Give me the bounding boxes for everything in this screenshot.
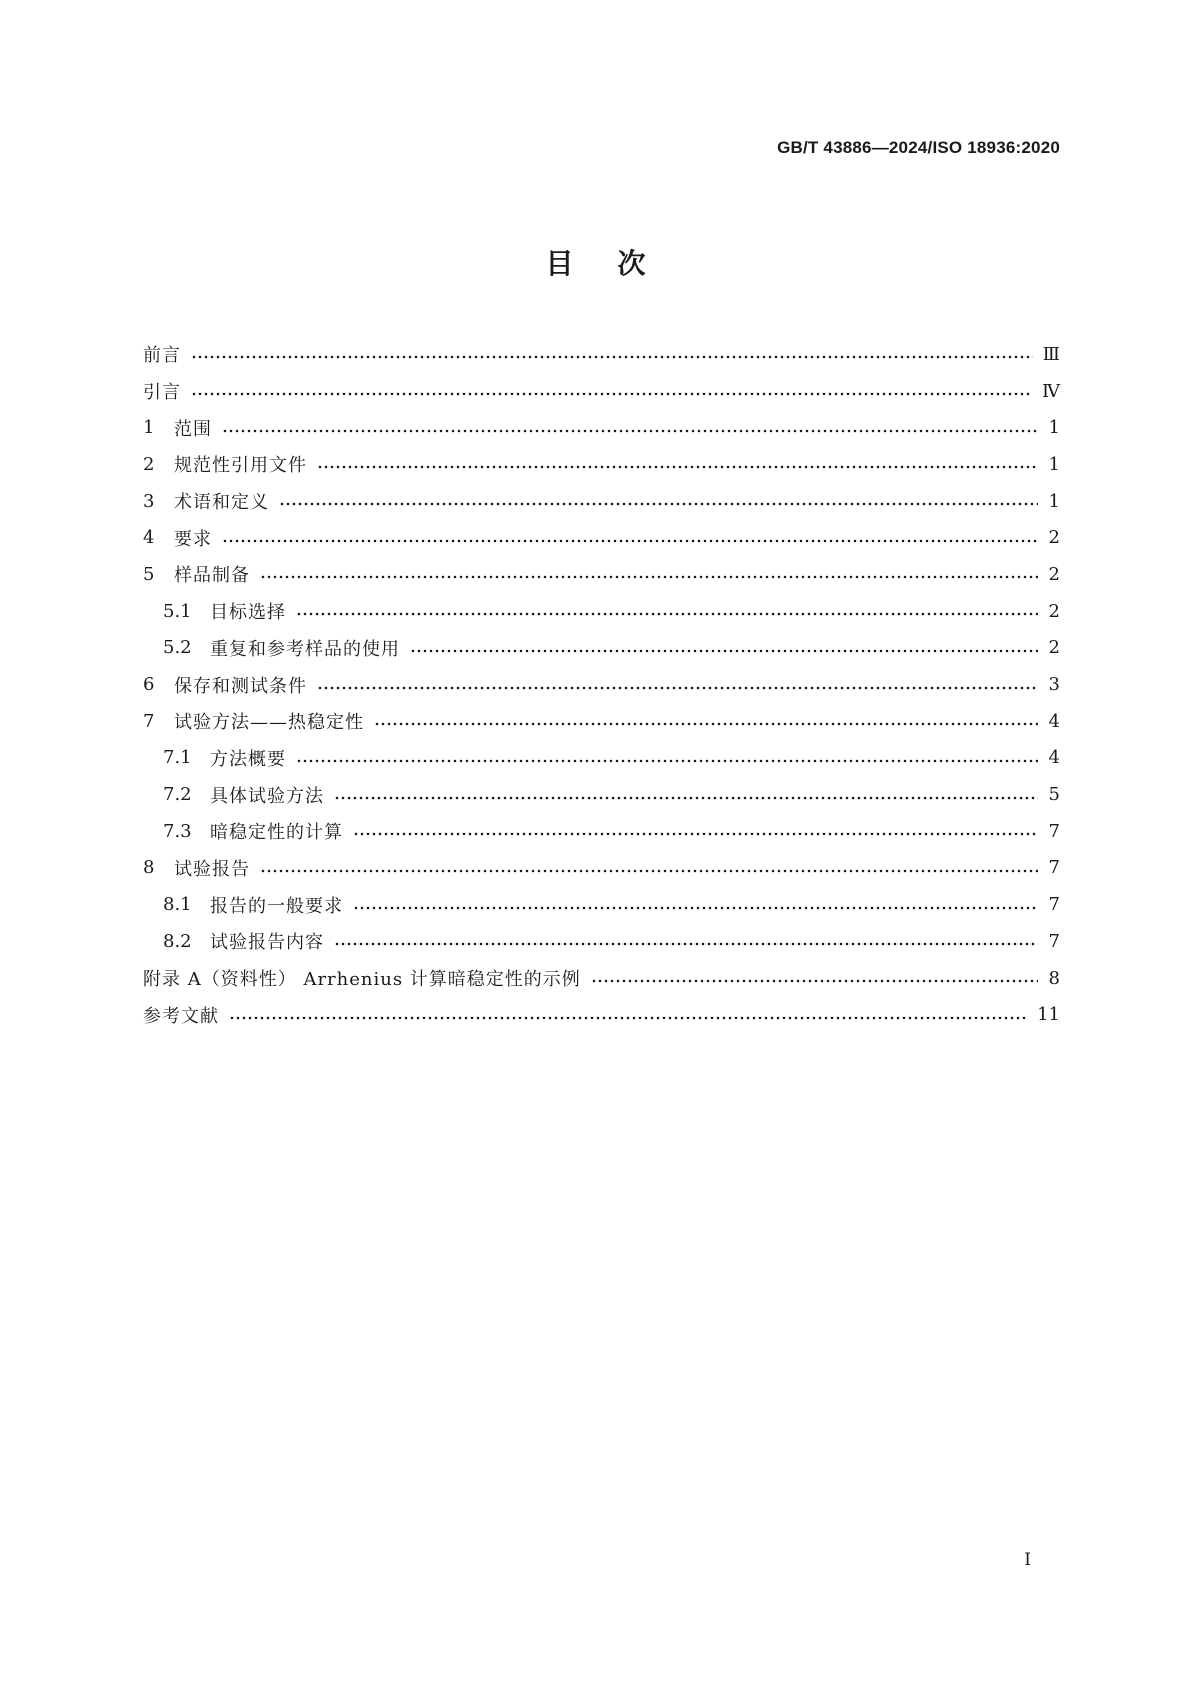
toc-entry-page: 1 xyxy=(1048,453,1060,475)
dot-leader xyxy=(296,759,1038,763)
toc-entry[interactable] xyxy=(143,996,1060,1033)
toc-entry-title: 报告的一般要求 xyxy=(210,895,343,917)
dot-leader xyxy=(279,502,1038,506)
toc-entry[interactable] xyxy=(143,336,1060,373)
toc-entry[interactable] xyxy=(143,446,1060,483)
toc-entry[interactable] xyxy=(143,776,1060,813)
toc-entry-title: 术语和定义 xyxy=(174,492,269,514)
toc-entry-page: 5 xyxy=(1048,784,1060,806)
toc-entry-title: 保存和测试条件 xyxy=(174,675,307,697)
toc-entry-page: 7 xyxy=(1048,820,1060,842)
toc-entry[interactable] xyxy=(143,813,1060,850)
toc-entry-title: 方法概要 xyxy=(210,748,286,770)
toc-entry-page: 11 xyxy=(1037,1004,1060,1026)
toc-entry-title: 附录 A（资料性） Arrhenius 计算暗稳定性的示例 xyxy=(143,969,581,991)
toc-entry-number: 7 xyxy=(143,710,155,732)
toc-entry-page: 3 xyxy=(1048,674,1060,696)
toc-entry[interactable] xyxy=(143,483,1060,520)
toc-entry-title: 参考文献 xyxy=(143,1005,219,1027)
toc-entry-number: 2 xyxy=(143,453,155,475)
toc-entry[interactable] xyxy=(143,593,1060,630)
dot-leader xyxy=(260,575,1038,579)
toc-entry[interactable] xyxy=(143,703,1060,740)
toc-entry-page: 1 xyxy=(1048,490,1060,512)
toc-entry-title: 试验报告 xyxy=(174,858,250,880)
toc-entry-title: 重复和参考样品的使用 xyxy=(210,638,400,660)
dot-leader xyxy=(591,979,1038,983)
dot-leader xyxy=(222,429,1038,433)
toc-entry-title: 要求 xyxy=(174,528,212,550)
toc-entry-page: 7 xyxy=(1048,894,1060,916)
toc-entry-title: 暗稳定性的计算 xyxy=(210,822,343,844)
toc-entry[interactable] xyxy=(143,923,1060,960)
toc-entry-title: 样品制备 xyxy=(174,565,250,587)
toc-entry-title: 范围 xyxy=(174,418,212,440)
toc-entry-title: 目标选择 xyxy=(210,602,286,624)
dot-leader xyxy=(260,869,1038,873)
toc-entry-number: 8.2 xyxy=(163,930,192,952)
toc-entry-page: 2 xyxy=(1048,527,1060,549)
dot-leader xyxy=(317,465,1038,469)
toc-entry-page: 7 xyxy=(1048,857,1060,879)
toc-entry-number: 8.1 xyxy=(163,894,192,916)
toc-entry-page: 8 xyxy=(1048,967,1060,989)
dot-leader xyxy=(191,392,1032,396)
toc-entry[interactable] xyxy=(143,850,1060,887)
dot-leader xyxy=(191,355,1033,359)
dot-leader xyxy=(317,686,1038,690)
toc-entry[interactable] xyxy=(143,630,1060,667)
toc-entry-page: Ⅲ xyxy=(1042,343,1060,365)
dot-leader xyxy=(296,612,1038,616)
toc-entry[interactable] xyxy=(143,373,1060,410)
toc-entry-number: 7.2 xyxy=(163,784,192,806)
toc-entry[interactable] xyxy=(143,409,1060,446)
dot-leader xyxy=(222,539,1038,543)
page-number: Ⅰ xyxy=(1024,1550,1031,1570)
dot-leader xyxy=(353,906,1038,910)
toc-entry-title: 引言 xyxy=(143,382,181,404)
toc-entry-page: 4 xyxy=(1048,710,1060,732)
toc-entry[interactable] xyxy=(143,556,1060,593)
dot-leader xyxy=(353,832,1038,836)
toc-entry-number: 6 xyxy=(143,674,155,696)
toc-entry-number: 7.1 xyxy=(163,747,192,769)
table-of-contents xyxy=(143,336,1060,1033)
dot-leader xyxy=(374,722,1038,726)
toc-entry-title: 试验方法——热稳定性 xyxy=(174,712,364,734)
dot-leader xyxy=(334,796,1038,800)
toc-entry-page: Ⅳ xyxy=(1042,380,1060,402)
toc-entry-number: 8 xyxy=(143,857,155,879)
toc-entry-number: 5.2 xyxy=(163,637,192,659)
toc-entry-title: 具体试验方法 xyxy=(210,785,324,807)
toc-entry-page: 4 xyxy=(1048,747,1060,769)
toc-entry[interactable] xyxy=(143,519,1060,556)
standard-code: GB/T 43886—2024/ISO 18936:2020 xyxy=(777,138,1060,157)
toc-entry[interactable] xyxy=(143,666,1060,703)
toc-entry-title: 前言 xyxy=(143,345,181,367)
toc-entry[interactable] xyxy=(143,960,1060,997)
toc-entry-number: 3 xyxy=(143,490,155,512)
toc-entry-page: 2 xyxy=(1048,637,1060,659)
toc-entry-page: 7 xyxy=(1048,930,1060,952)
toc-entry-page: 1 xyxy=(1048,417,1060,439)
toc-entry-number: 5 xyxy=(143,563,155,585)
toc-entry[interactable] xyxy=(143,886,1060,923)
dot-leader xyxy=(334,942,1038,946)
toc-entry-number: 1 xyxy=(143,417,155,439)
toc-entry-title: 试验报告内容 xyxy=(210,932,324,954)
toc-entry-number: 5.1 xyxy=(163,600,192,622)
dot-leader xyxy=(229,1016,1027,1020)
toc-entry-number: 4 xyxy=(143,527,155,549)
toc-entry[interactable] xyxy=(143,740,1060,777)
toc-entry-page: 2 xyxy=(1048,563,1060,585)
page-title: 目次 xyxy=(545,247,690,280)
toc-entry-number: 7.3 xyxy=(163,820,192,842)
dot-leader xyxy=(410,649,1038,653)
toc-entry-page: 2 xyxy=(1048,600,1060,622)
toc-entry-title: 规范性引用文件 xyxy=(174,455,307,477)
